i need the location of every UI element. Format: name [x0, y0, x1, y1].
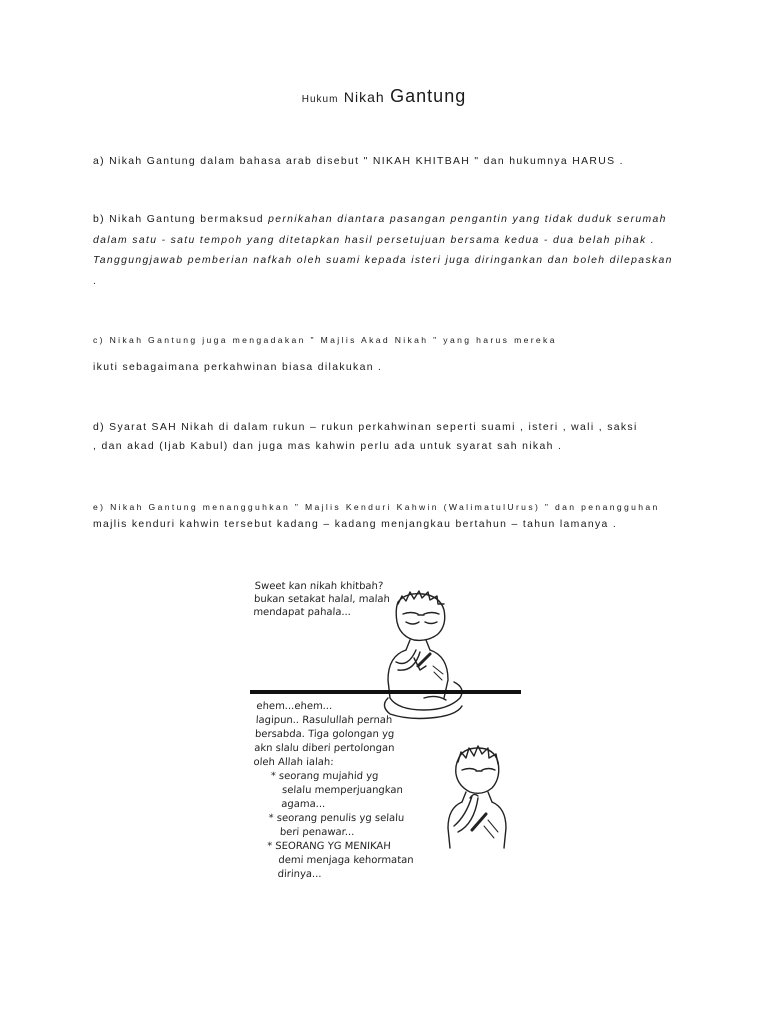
title-part-nikah: Nikah [343, 89, 385, 105]
comic-speech-2-line-7: selalu memperjuangkan [281, 785, 404, 796]
comic-speech-2-line-6: * seorang mujahid yg [270, 771, 379, 782]
paragraph-e-line-1: e) Nikah Gantung menangguhkan " Majlis Kenduri Kahwin (WalimatulUrus) " dan penangguhan [93, 502, 660, 512]
comic-speech-1-line-1: Sweet kan nikah khitbah? [254, 581, 384, 592]
comic-speech-2-line-13: dirinya... [277, 869, 322, 880]
paragraph-c-line-1: c) Nikah Gantung juga mengadakan " Majlis Akad Nikah " yang harus mereka [93, 335, 557, 345]
comic-speech-2-line-9: * seorang penulis yg selalu [268, 813, 405, 824]
paragraph-d [93, 418, 693, 456]
thinking-person-figure [448, 746, 506, 848]
comic-speech-1-line-2: bukan setakat halal, malah [253, 594, 391, 605]
comic-speech-2-line-8: agama... [281, 799, 326, 810]
paragraph-b [93, 210, 693, 292]
comic-speech-2 [247, 700, 422, 882]
paragraph-b-italic-2: dalam satu - satu tempoh yang ditetapkan hasil persetujuan bersama kedua - dua belah pihak . [93, 234, 656, 246]
paragraph-b-lead: b) Nikah Gantung bermaksud [93, 214, 269, 225]
title-part-gantung: Gantung [390, 86, 467, 106]
paragraph-b-line-3 [93, 251, 693, 272]
comic-speech-2-line-11: * SEORANG YG MENIKAH [266, 841, 392, 852]
comic-speech-2-line-12: demi menjaga kehormatan [278, 855, 414, 866]
comic-speech-2-line-4: akn slalu diberi pertolongan [253, 743, 395, 754]
comic-speech-1 [253, 580, 391, 619]
comic-speech-2-line-10: beri penawar... [279, 827, 355, 838]
paragraph-e-line-2: majlis kenduri kahwin tersebut kadang – kadang menjangkau bertahun – tahun lamanya . [93, 519, 618, 530]
paragraph-c-line-2: ikuti sebagaimana perkahwinan biasa dilakukan . [93, 362, 383, 373]
paragraph-d-line-2: , dan akad (Ijab Kabul) dan juga mas kahwin perlu ada untuk syarat sah nikah . [93, 441, 563, 452]
title-part-hukum: Hukum [301, 94, 339, 105]
comic-speech-2-line-2: lagipun.. Rasulullah pernah [255, 715, 393, 726]
paragraph-b-line-4: . [93, 275, 98, 287]
comic-speech-2-line-3: bersabda. Tiga golongan yg [254, 729, 395, 740]
paragraph-a: a) Nikah Gantung dalam bahasa arab disebut " NIKAH KHITBAH " dan hukumnya HARUS . [93, 156, 624, 167]
paragraph-b-line-2 [93, 231, 693, 252]
comic-speech-2-line-5: oleh Allah ialah: [253, 757, 334, 768]
comic-speech-2-line-1: ehem...ehem... [256, 701, 333, 712]
comic-speech-1-line-3: mendapat pahala... [253, 607, 352, 618]
panel-divider [250, 690, 521, 694]
paragraph-d-line-1: d) Syarat SAH Nikah di dalam rukun – rukun perkahwinan seperti suami , isteri , wali , saksi [93, 422, 638, 433]
paragraph-b-line-1 [93, 210, 693, 231]
paragraph-b-italic-3: Tanggungjawab pemberian nafkah oleh suami kepada isteri juga diringankan dan boleh dilepaskan [93, 255, 673, 266]
paragraph-b-italic-1: pernikahan diantara pasangan pengantin yang tidak duduk serumah [268, 214, 667, 225]
page-title [0, 86, 768, 107]
comic-illustration [248, 570, 523, 880]
